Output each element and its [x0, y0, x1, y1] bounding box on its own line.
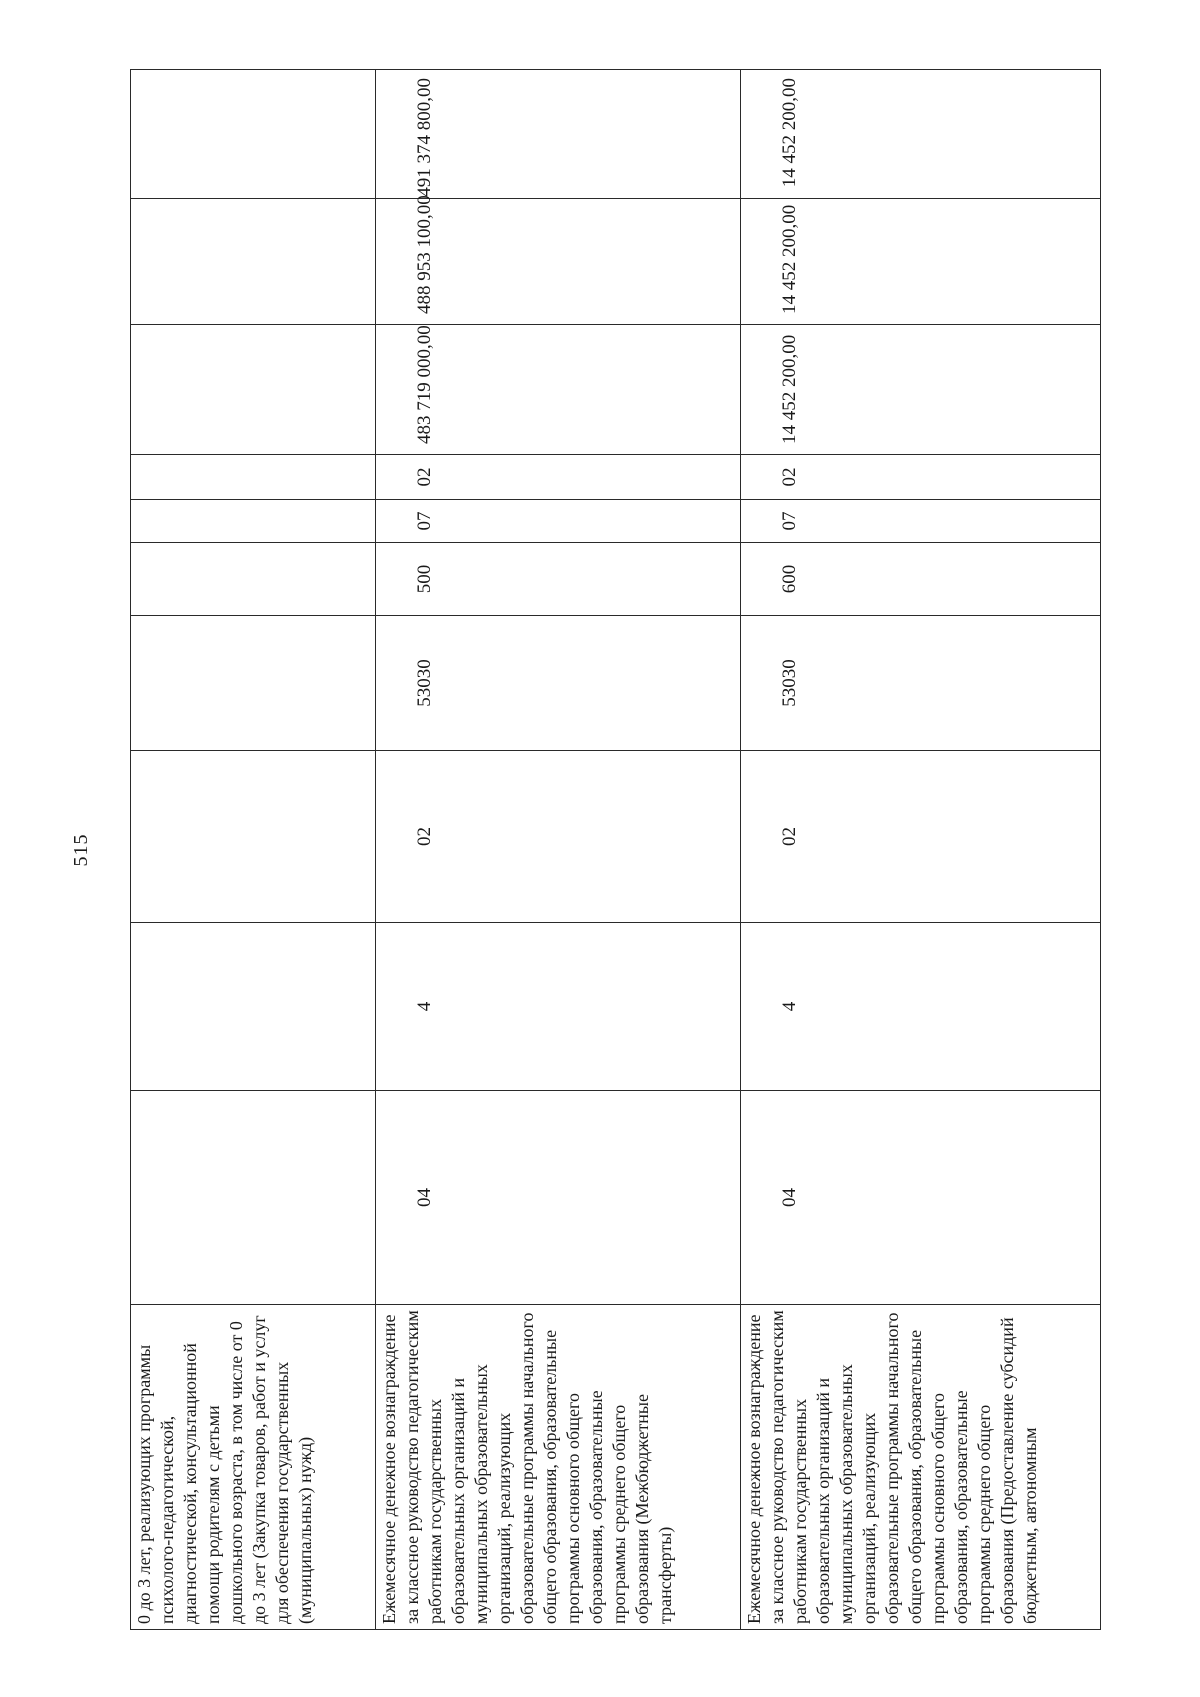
subprogram-code: 4: [376, 923, 741, 1091]
row-description: 0 до 3 лет, реализующих программы психолого-педагогической, диагностической, консультационной помощи родителям с детьми дошкольного возраста, в том числе от 0 до 3 лет (Закупка товаров, работ и услуг для обеспечения государственных (муниципальных) нужд): [131, 1305, 376, 1630]
row-description: Ежемесячное денежное вознаграждение за классное руководство педагогическим работникам государственных образовательных организаций и муниципальных образовательных организаций, реализующих образовательные программы начального общего образования, образовательные программы основного общего образования, образовательные программы среднего общего образования (Предоставление субсидий бюджетным, автономным: [741, 1305, 1101, 1630]
expense-type: 500: [376, 543, 741, 616]
subprogram-code: [131, 923, 376, 1091]
amount-year-3: 14 452 200,00: [741, 70, 1101, 199]
amount-year-2: [131, 199, 376, 325]
subsection-code: 02: [376, 455, 741, 500]
page-number: 515: [70, 833, 92, 867]
subprogram-code: 4: [741, 923, 1101, 1091]
direction-code: [131, 751, 376, 923]
amount-year-3: 491 374 800,00: [376, 70, 741, 199]
program-code: 04: [376, 1091, 741, 1305]
program-code: 04: [741, 1091, 1101, 1305]
expense-code: 53030: [741, 616, 1101, 751]
direction-code: 02: [376, 751, 741, 923]
expense-code: 53030: [376, 616, 741, 751]
section-code: 07: [376, 500, 741, 543]
table-row: [376, 70, 741, 1630]
amount-year-2: 488 953 100,00: [376, 199, 741, 325]
table-row: [741, 70, 1101, 1630]
subsection-code: [131, 455, 376, 500]
program-code: [131, 1091, 376, 1305]
rotated-page-content: [70, 70, 1100, 1630]
expense-type: [131, 543, 376, 616]
expense-type: 600: [741, 543, 1101, 616]
subsection-code: 02: [741, 455, 1101, 500]
row-description: Ежемесячное денежное вознаграждение за классное руководство педагогическим работникам государственных образовательных организаций и муниципальных образовательных организаций, реализующих образовательные программы начального общего образования, образовательные программы основного общего образования, образовательные программы среднего общего образования (Межбюджетные трансферты): [376, 1305, 741, 1630]
amount-year-2: 14 452 200,00: [741, 199, 1101, 325]
section-code: [131, 500, 376, 543]
amount-year-3: [131, 70, 376, 199]
budget-table: [130, 69, 1101, 1630]
section-code: 07: [741, 500, 1101, 543]
amount-year-1: 14 452 200,00: [741, 325, 1101, 455]
table-row: [131, 70, 376, 1630]
expense-code: [131, 616, 376, 751]
direction-code: 02: [741, 751, 1101, 923]
amount-year-1: [131, 325, 376, 455]
amount-year-1: 483 719 000,00: [376, 325, 741, 455]
